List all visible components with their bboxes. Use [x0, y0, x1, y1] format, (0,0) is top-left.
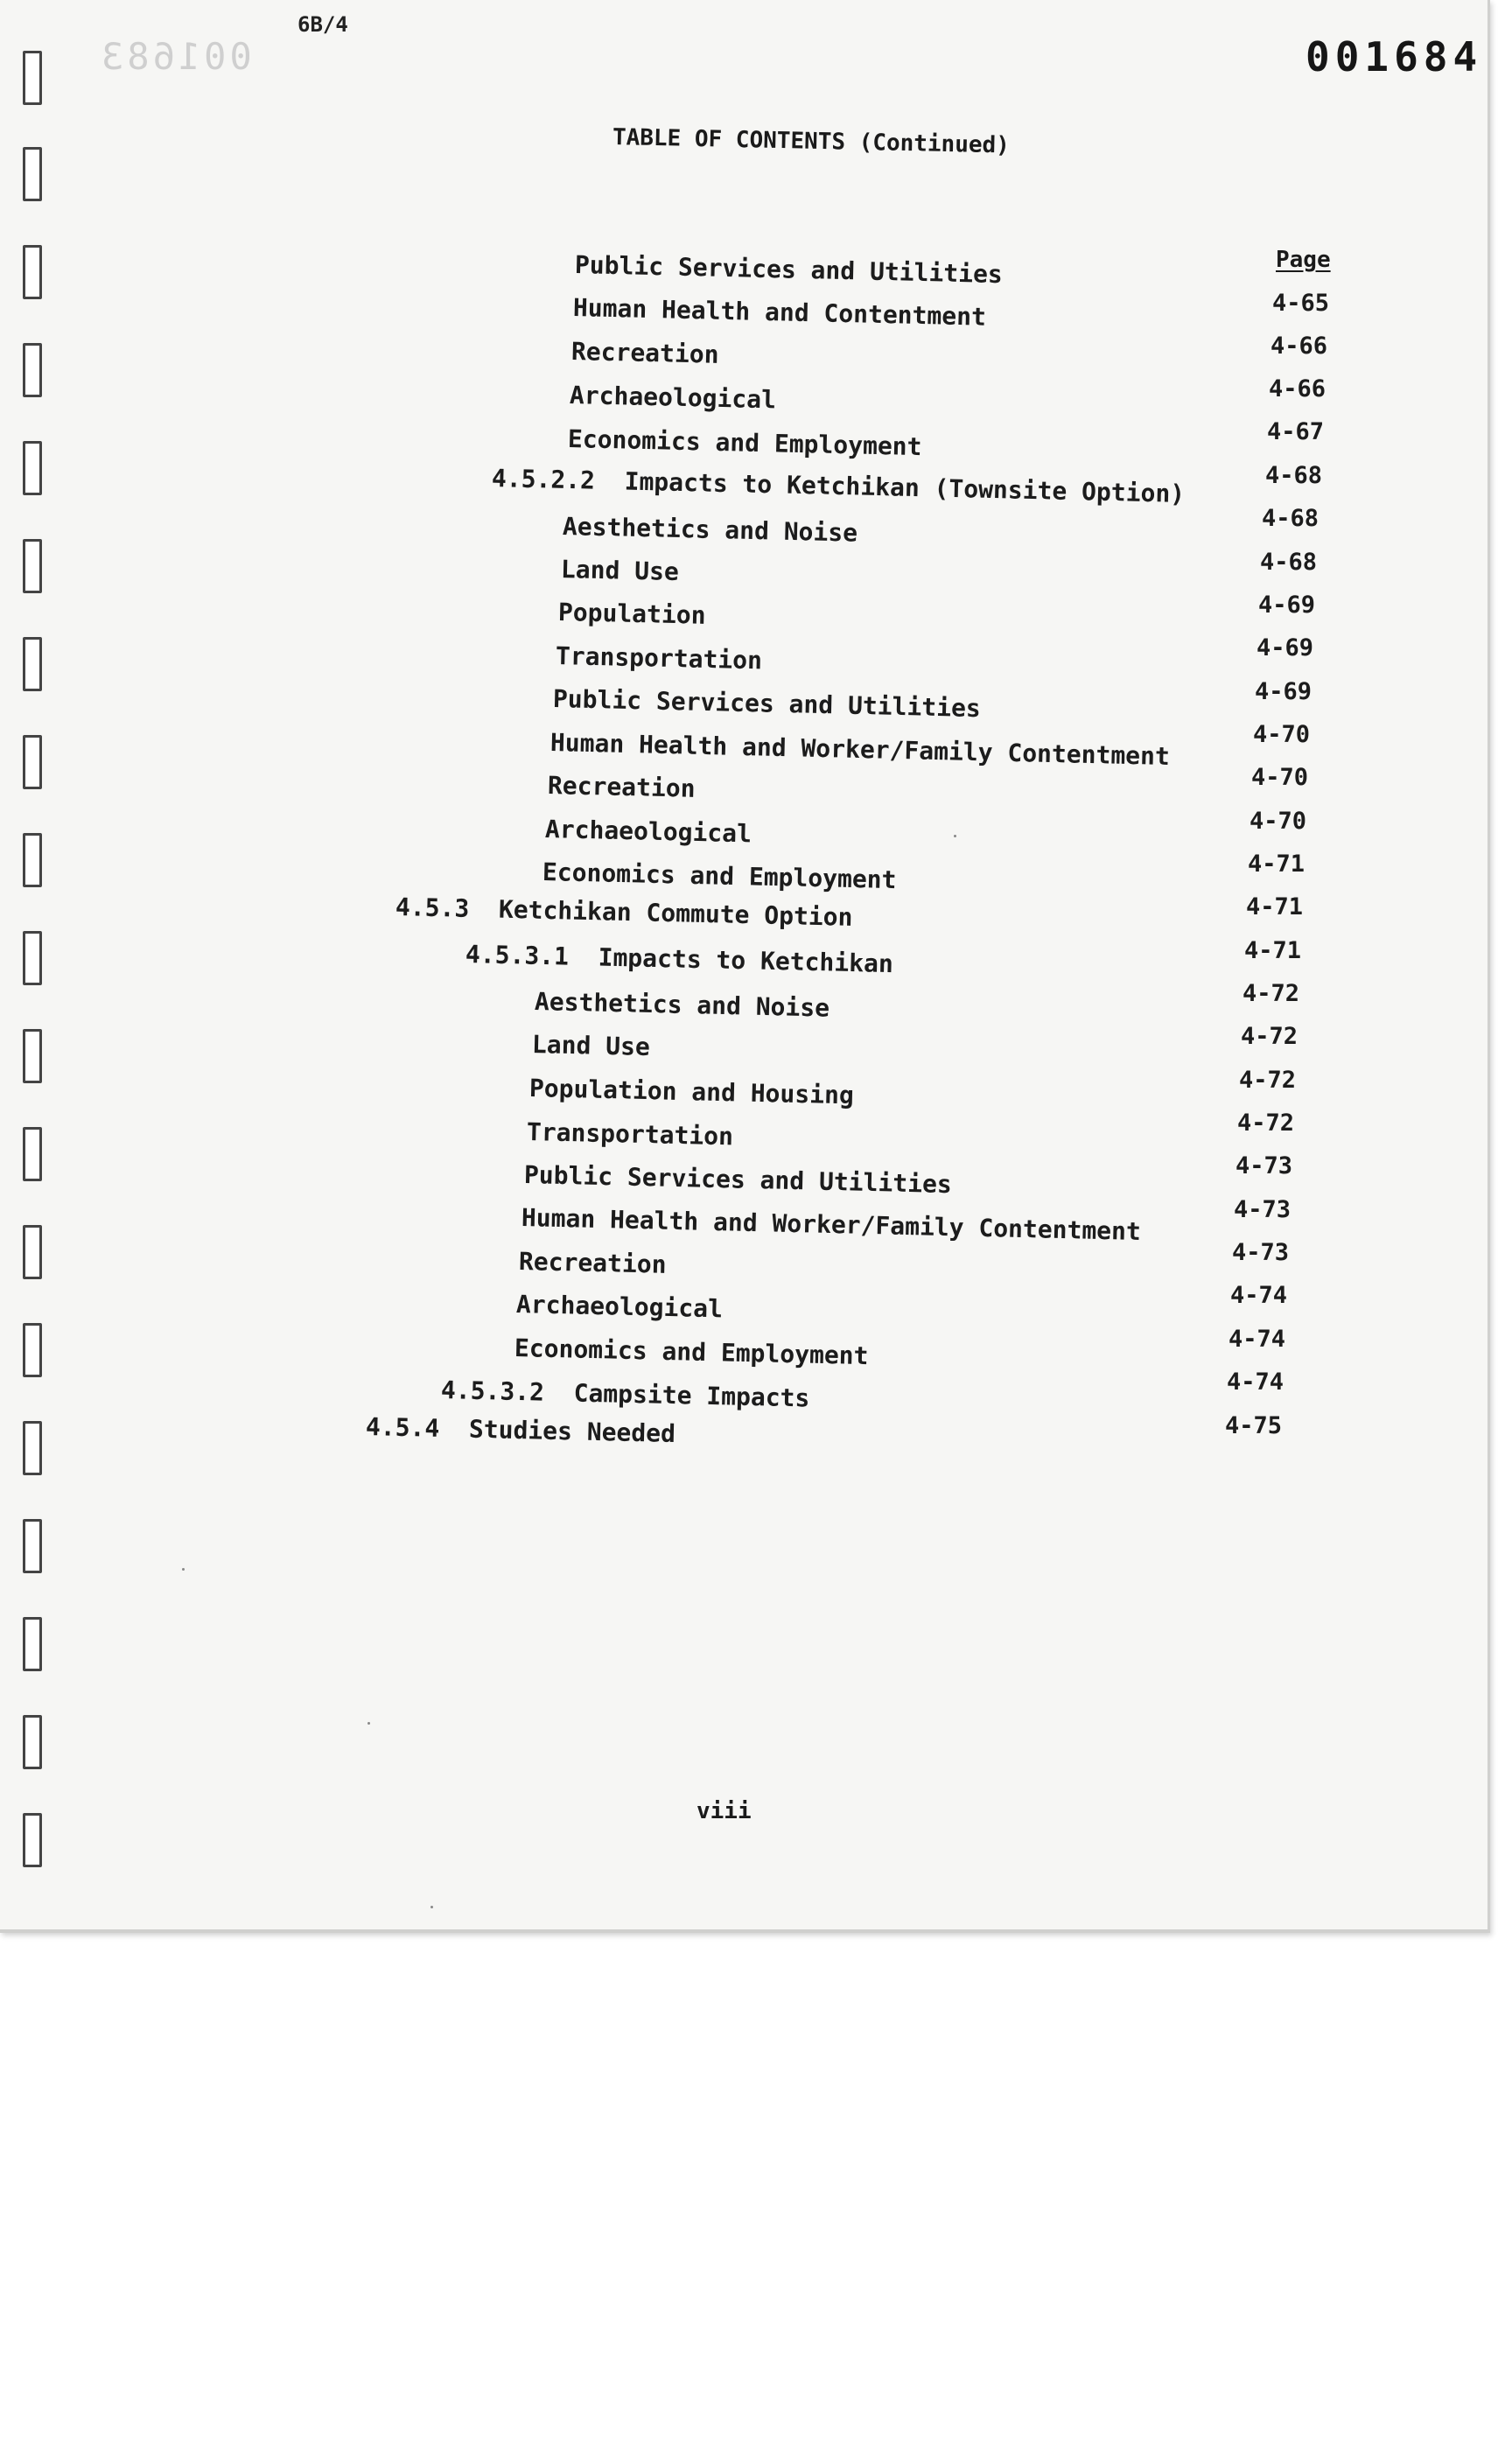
toc-entry-page: 4-72 [1241, 1023, 1298, 1050]
toc-entry: Public Services and Utilities [523, 1160, 953, 1200]
bleed-through-number: 001683 [98, 35, 252, 78]
toc-entry: Transportation [526, 1117, 734, 1152]
toc-entry-section: 4.5.3.2 Campsite Impacts [440, 1376, 810, 1413]
toc-entry-page: 4-71 [1244, 937, 1302, 964]
punch-hole [23, 1519, 42, 1573]
page-title: TABLE OF CONTENTS (Continued) [612, 124, 1011, 159]
scan-speck [954, 835, 956, 837]
toc-entry-page: 4-74 [1228, 1326, 1286, 1353]
toc-entry-page: 4-70 [1250, 808, 1307, 835]
toc-entry: Aesthetics and Noise [562, 512, 858, 548]
toc-entry-page: 4-68 [1260, 549, 1318, 576]
toc-entry-page: 4-71 [1246, 893, 1304, 920]
toc-entry-page: 4-67 [1267, 418, 1325, 445]
toc-entry-page: 4-66 [1270, 332, 1328, 360]
toc-entry: Public Services and Utilities [552, 684, 982, 724]
toc-entry-page: 4-73 [1232, 1239, 1290, 1266]
toc-entry-page: 4-71 [1248, 850, 1306, 878]
toc-entry: Economics and Employment [567, 424, 922, 462]
toc-entry: Human Health and Worker/Family Contentment [550, 728, 1171, 772]
toc-entry-page: 4-70 [1251, 764, 1309, 791]
scan-speck [368, 1722, 370, 1725]
toc-entry-section: 4.5.3 Ketchikan Commute Option [395, 892, 853, 932]
toc-entry-section: 4.5.4 Studies Needed [365, 1412, 676, 1449]
toc-entry: Recreation [547, 771, 696, 803]
toc-entry: Land Use [531, 1030, 651, 1062]
toc-entry-page: 4-74 [1227, 1368, 1284, 1396]
toc-entry-page: 4-65 [1272, 290, 1330, 317]
page-number: viii [696, 1798, 752, 1824]
toc-entry-page: 4-69 [1258, 592, 1316, 619]
toc-entry: Economics and Employment [542, 858, 897, 895]
punch-hole [23, 1029, 42, 1083]
punch-hole [23, 931, 42, 985]
toc-entry-page: 4-69 [1256, 634, 1314, 662]
toc-entry-page: 4-66 [1269, 375, 1326, 402]
toc-entry-page: 4-72 [1237, 1110, 1295, 1137]
toc-entry-page: 4-74 [1230, 1282, 1288, 1309]
toc-entry: Human Health and Contentment [572, 293, 987, 332]
punch-hole [23, 343, 42, 397]
toc-entry: Recreation [518, 1247, 667, 1279]
toc-entry: Archaeological [515, 1290, 724, 1324]
toc-entry: Population [557, 598, 706, 630]
punch-hole [23, 833, 42, 887]
scan-speck [430, 1906, 433, 1908]
toc-entry: Population and Housing [528, 1074, 855, 1110]
toc-entry: Aesthetics and Noise [534, 987, 830, 1023]
punch-hole [23, 1323, 42, 1377]
punch-hole [23, 245, 42, 299]
punch-hole [23, 637, 42, 691]
punch-hole [23, 1617, 42, 1671]
punch-hole [23, 441, 42, 495]
punch-hole [23, 51, 42, 105]
toc-entry: Public Services and Utilities [574, 250, 1004, 290]
toc-entry: Economics and Employment [514, 1334, 869, 1371]
toc-entry-page: 4-69 [1255, 678, 1312, 705]
box-code: 6B/4 [298, 12, 348, 37]
toc-entry-page: 4-68 [1262, 505, 1320, 532]
toc-entry: Transportation [555, 641, 763, 676]
toc-entry-page: 4-72 [1239, 1067, 1297, 1094]
document-number: 001684 [1306, 33, 1483, 80]
toc-entry-page: 4-73 [1236, 1152, 1293, 1180]
punch-hole [23, 147, 42, 201]
punch-hole [23, 539, 42, 593]
toc-entry: Land Use [560, 555, 680, 587]
toc-entry-page: 4-70 [1253, 721, 1311, 748]
toc-entry: Archaeological [544, 815, 752, 849]
punch-hole [23, 735, 42, 789]
toc-entry-section: 4.5.2.2 Impacts to Ketchikan (Townsite Option) [491, 464, 1186, 508]
toc-entry-page: 4-72 [1242, 980, 1300, 1007]
toc-entry: Recreation [570, 337, 719, 369]
toc-entry-page: 4-73 [1234, 1196, 1292, 1223]
page-column-header: Page [1276, 247, 1331, 273]
punch-hole [23, 1127, 42, 1181]
scan-speck [182, 1568, 185, 1571]
punch-hole [23, 1813, 42, 1867]
toc-entry: Archaeological [569, 381, 777, 415]
punch-hole [23, 1715, 42, 1769]
toc-entry-section: 4.5.3.1 Impacts to Ketchikan [465, 940, 894, 979]
toc-entry-page: 4-75 [1225, 1412, 1283, 1439]
toc-entry-page: 4-68 [1265, 462, 1323, 489]
punch-hole [23, 1421, 42, 1475]
punch-hole [23, 1225, 42, 1279]
toc-entry: Human Health and Worker/Family Contentment [521, 1203, 1142, 1247]
